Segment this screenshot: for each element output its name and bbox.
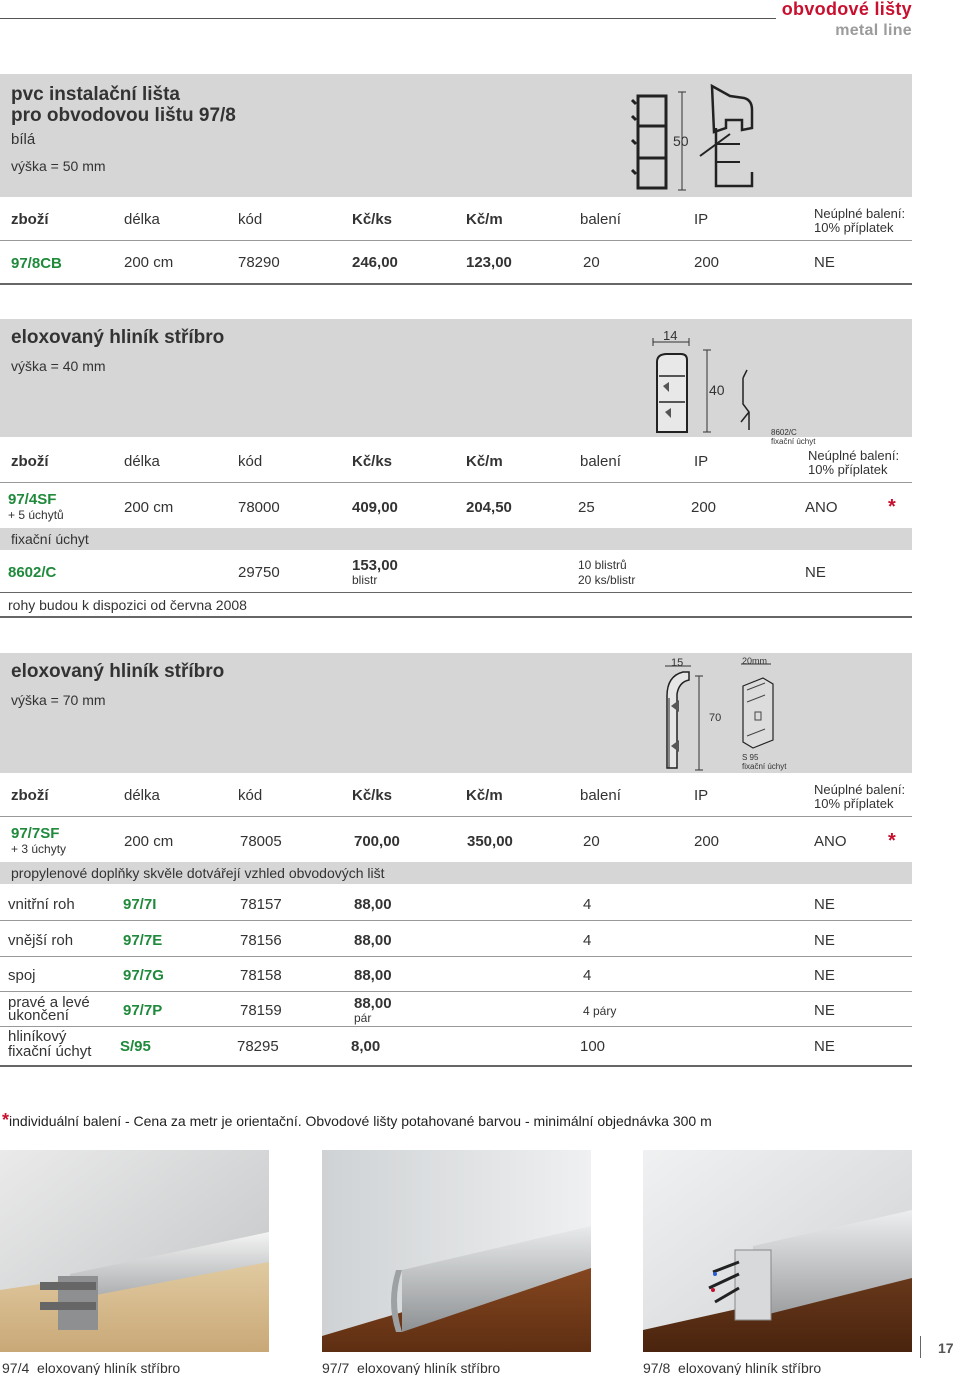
section3-row-length: 200 cm [124,833,174,850]
col-header-ip: IP [694,211,709,228]
col-header-price-m: Kč/m [466,453,503,470]
section1-row-code: 97/8CB [11,255,62,272]
section2-row-pack: 25 [578,499,595,516]
section2-clip-label-1: 8602/C [771,428,797,437]
section1-height: výška = 50 mm [11,158,106,174]
section2-dim-top: 14 [663,328,678,343]
col-header-code: kód [238,453,263,470]
section1-color: bílá [11,131,36,148]
photo-97-4 [0,1150,269,1352]
section3-dim-side: 70 [709,712,722,724]
section1-row-pack: 20 [583,254,600,271]
accessories-title: propylenové doplňky skvěle dotvářejí vzhled obvodových lišt [11,865,385,881]
section1-row-price-m: 123,00 [466,254,512,271]
acc-0-incomplete: NE [814,896,835,913]
acc-divider [0,991,912,992]
col-header-price-ks: Kč/ks [352,787,393,804]
acc-2-name: spoj [8,967,36,984]
section2-row-price-m: 204,50 [466,499,512,516]
section2-row-length: 200 cm [124,499,174,516]
section3-dim-clip: 20mm [742,656,768,666]
acc-0-code: 97/7I [123,896,157,913]
col-header-code: kód [238,211,263,228]
section2-sub-divider [0,592,912,593]
section3-row-code-sub: + 3 úchyty [11,842,67,856]
section1-row-ip: 200 [694,254,720,271]
acc-divider [0,956,912,957]
section3-row-kod: 78005 [240,833,282,850]
section3-bottom-rule [0,1065,912,1067]
col-header-item: zboží [11,453,49,470]
col-header-code: kód [238,787,263,804]
section2-sub-price-unit: blistr [352,573,378,587]
section3-row-incomplete: ANO [814,833,847,850]
page-number-rule [920,1336,921,1358]
section2-dim-side: 40 [709,382,725,398]
section3-row-ip: 200 [694,833,720,850]
acc-3-price: 88,00 [354,995,392,1012]
acc-4-incomplete: NE [814,1038,835,1055]
section1-title-line1: pvc instalační lišta [11,84,180,105]
section2-subband [0,528,912,550]
acc-1-kod: 78156 [240,932,282,949]
acc-1-price: 88,00 [354,932,392,949]
col-header-price-m: Kč/m [466,787,503,804]
photo-caption-97-4: 97/4_eloxovaný hliník stříbro [2,1360,181,1375]
acc-divider [0,1026,912,1027]
acc-2-pack: 4 [583,967,592,984]
section3-clip-label-2: fixační úchyt [742,762,787,771]
section2-sub-kod: 29750 [238,564,280,581]
col-header-incomplete-1: Neúplné balení: [808,448,900,463]
acc-4-name-1: hliníkový [8,1028,67,1045]
col-header-pack: balení [580,453,621,470]
photo-caption-97-7: 97/7_eloxovaný hliník stříbro [322,1360,501,1375]
section2-note: rohy budou k dispozici od června 2008 [8,597,247,613]
acc-1-pack: 4 [583,932,592,949]
acc-2-code: 97/7G [123,967,164,984]
acc-4-pack: 100 [580,1038,606,1055]
section2-clip-label-2: fixační úchyt [771,437,816,446]
acc-3-pack: 4 páry [583,1004,617,1018]
section2-row-kod: 78000 [238,499,280,516]
section3-row-price-m: 350,00 [467,833,513,850]
section2-sub-pack-1: 10 blistrů [578,558,627,572]
section3-row-star: * [888,830,896,852]
section2-sub-price: 153,00 [352,557,398,574]
acc-3-code: 97/7P [123,1002,163,1019]
section2-row-star: * [888,496,896,518]
acc-2-incomplete: NE [814,967,835,984]
footnote-star: * [2,1110,10,1130]
section1-profile-drawing [620,78,770,196]
section2-height: výška = 40 mm [11,358,106,374]
col-header-item: zboží [11,787,49,804]
section2-row-ip: 200 [691,499,717,516]
section1-bottom-rule [0,283,912,285]
photo-caption-97-8: 97/8_eloxovaný hliník stříbro [643,1360,822,1375]
col-header-pack: balení [580,787,621,804]
col-header-length: délka [124,787,160,804]
acc-0-kod: 78157 [240,896,282,913]
acc-3-incomplete: NE [814,1002,835,1019]
section1-row-price-ks: 246,00 [352,254,398,271]
col-header-ip: IP [694,787,709,804]
col-header-incomplete-1: Neúplné balení: [814,782,906,797]
section3-header-divider [0,816,912,817]
footnote [2,1110,712,1131]
col-header-incomplete-2: 10% příplatek [808,462,888,477]
section2-row-incomplete: ANO [805,499,838,516]
section3-row-price-ks: 700,00 [354,833,400,850]
section3-dim-top: 15 [671,657,684,669]
col-header-incomplete-1: Neúplné balení: [814,206,906,221]
acc-0-pack: 4 [583,896,592,913]
col-header-price-ks: Kč/ks [352,453,393,470]
acc-3-name-2: ukončení [8,1007,69,1024]
section2-sub-code: 8602/C [8,564,57,581]
section3-clip-label-1: S 95 [742,753,759,762]
section1-header-divider [0,240,912,241]
section2-row-price-ks: 409,00 [352,499,398,516]
acc-0-name: vnitřní roh [8,896,75,913]
acc-1-incomplete: NE [814,932,835,949]
section1-row-length: 200 cm [124,254,174,271]
section1-row-kod: 78290 [238,254,280,271]
acc-3-name-1: pravé a levé [8,994,90,1011]
section2-title: eloxovaný hliník stříbro [11,327,225,348]
section3-height: výška = 70 mm [11,692,106,708]
acc-1-code: 97/7E [123,932,163,949]
col-header-price-ks: Kč/ks [352,211,393,228]
acc-0-price: 88,00 [354,896,392,913]
acc-4-name-2: fixační úchyt [8,1043,92,1060]
photo-97-8 [643,1150,912,1352]
acc-1-name: vnější roh [8,932,74,949]
col-header-length: délka [124,453,160,470]
section2-header-divider [0,482,912,483]
acc-3-kod: 78159 [240,1002,282,1019]
page-number: 17 [938,1340,954,1356]
acc-2-kod: 78158 [240,967,282,984]
page-category-title: obvodové lišty [776,0,912,20]
acc-divider [0,920,912,921]
footnote-text: individuální balení - Cena za metr je orientační. Obvodové lišty potahované barvou - minimální objednávka 300 m [9,1113,712,1129]
col-header-item: zboží [11,211,49,228]
col-header-price-m: Kč/m [466,211,503,228]
col-header-incomplete-2: 10% příplatek [814,220,894,235]
section3-row-code: 97/7SF [11,825,60,842]
acc-2-price: 88,00 [354,967,392,984]
section3-row-pack: 20 [583,833,600,850]
section2-row-code-sub: + 5 úchytů [8,508,64,522]
acc-3-price-unit: pár [354,1011,372,1025]
col-header-ip: IP [694,453,709,470]
col-header-length: délka [124,211,160,228]
photo-97-7 [322,1150,591,1352]
section1-row-incomplete: NE [814,254,835,271]
section2-bottom-rule [0,616,912,618]
section2-row-code: 97/4SF [8,491,57,508]
acc-4-price: 8,00 [351,1038,381,1055]
section1-title-line2: pro obvodovou lištu 97/8 [11,105,236,126]
section1-dimension-label: 50 [673,133,689,149]
section2-sub-incomplete: NE [805,564,826,581]
section2-sub-pack-2: 20 ks/blistr [578,573,636,587]
col-header-pack: balení [580,211,621,228]
section3-title: eloxovaný hliník stříbro [11,661,225,682]
acc-4-kod: 78295 [237,1038,279,1055]
acc-4-code: S/95 [120,1038,151,1055]
col-header-incomplete-2: 10% příplatek [814,796,894,811]
section2-sub-title: fixační úchyt [11,531,89,547]
page-category-subtitle: metal line [835,22,912,39]
